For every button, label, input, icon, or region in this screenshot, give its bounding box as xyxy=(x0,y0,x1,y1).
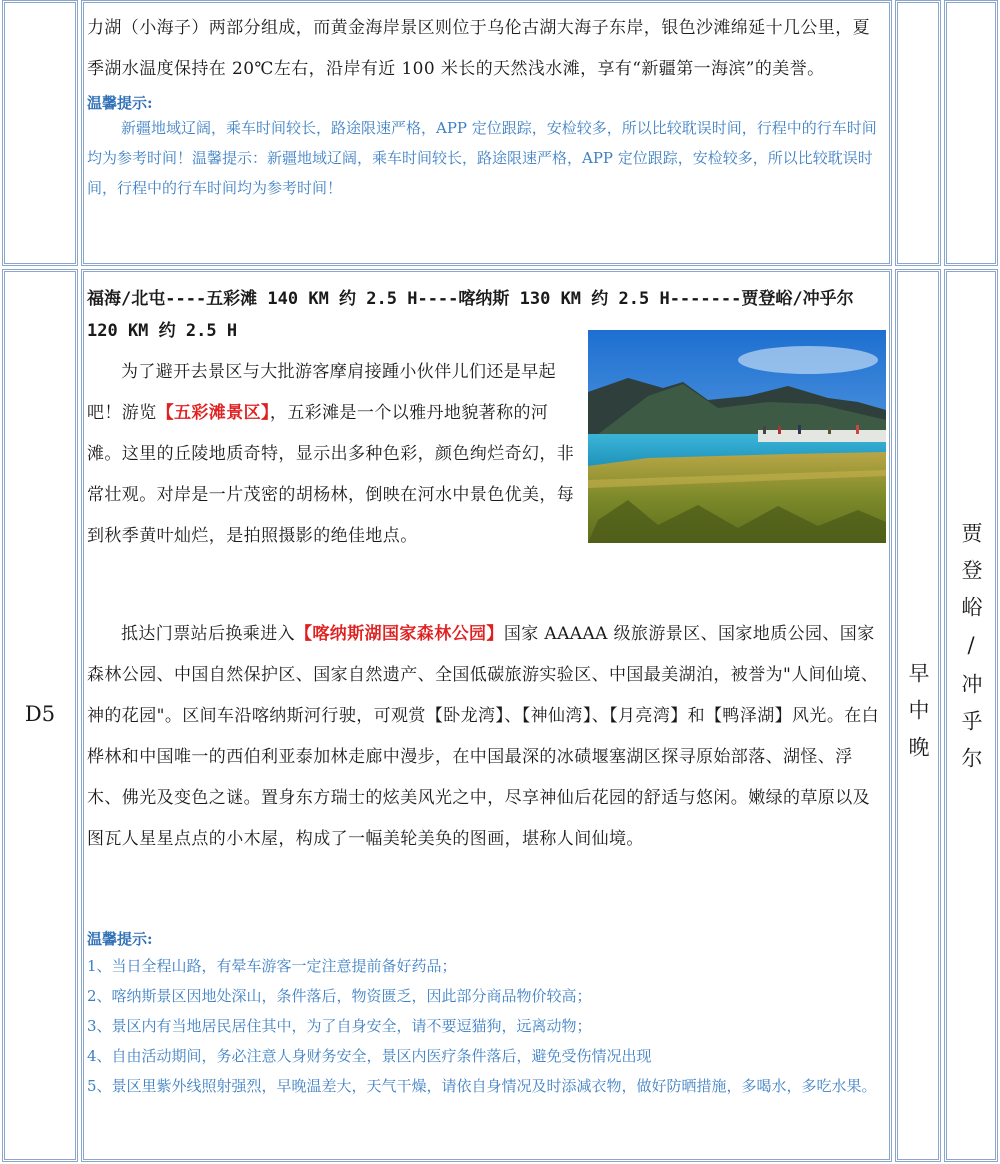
wucaitan-section xyxy=(87,352,583,557)
d5-tips xyxy=(87,928,887,1101)
stay-cell-prev xyxy=(944,0,998,266)
tip-text: 新疆地域辽阔，乘车时间较长，路途限速严格，APP 定位跟踪，安检较多，所以比较耽误时间，行程中的行车时间均为参考时间！温馨提示：新疆地域辽阔，乘车时间较长，路途限速严格，APP 定位跟踪，安检较多，所以比较耽误时间，行程中的行车时间均为参考时间！ xyxy=(87,119,877,197)
kanas-paragraph xyxy=(87,614,887,860)
kanas-section xyxy=(87,614,887,860)
tip-item: 2、喀纳斯景区因地处深山，条件落后，物资匮乏，因此部分商品物价较高； xyxy=(87,987,592,1005)
tip-list xyxy=(87,951,887,1101)
route-line: 福海/北屯----五彩滩 140 KM 约 2.5 H----喀纳斯 130 KM 约 2.5 H-------贾登峪/冲乎尔 120 KM 约 2.5 H xyxy=(87,289,854,341)
day-label: D5 xyxy=(24,702,56,726)
meals-label-wrap xyxy=(895,637,941,797)
wucaitan-highlight: 【五彩滩景区】 xyxy=(156,403,270,423)
kanas-highlight: 【喀纳斯湖国家森林公园】 xyxy=(295,624,504,644)
meals-label: 早中晚 xyxy=(906,661,930,773)
day-cell-prev xyxy=(2,0,78,266)
tip-item: 1、当日全程山路，有晕车游客一定注意提前备好药品； xyxy=(87,957,457,975)
lake-image xyxy=(588,330,886,543)
p1-after: ，五彩滩是一个以雅丹地貌著称的河滩。这里的丘陵地质奇特，显示出多种色彩，颜色绚烂奇幻，非常壮观。对岸是一片茂密的胡杨林，倒映在河水中景色优美，每到秋季黄叶灿烂，是拍照摄影的绝佳地点。 xyxy=(87,403,575,546)
tip-title-d5: 温馨提示: xyxy=(87,930,153,948)
wucaitan-paragraph xyxy=(87,352,583,557)
p2-after: 国家 AAAAA 级旅游景区、国家地质公园、国家森林公园、中国自然保护区、国家自然遗产、全国低碳旅游实验区、中国最美湖泊，被誉为"人间仙境、神的花园"。区间车沿喀纳斯河行驶，可观赏【卧龙湾】、【神仙湾】、【月亮湾】和【鸭泽湖】风光。在白桦林和中国唯一的西伯利亚泰加林走廊中漫步，在中国最深的冰碛堰塞湖区探寻原始部落、湖怪、浮木、佛光及变色之谜。置身东方瑞士的炫美风光之中，尽享神仙后花园的舒适与悠闲。嫩绿的草原以及图瓦人星星点点的小木屋，构成了一幅美轮美奂的图画，堪称人间仙境。 xyxy=(87,624,880,849)
p2-before: 抵达门票站后换乘进入 xyxy=(121,624,295,644)
prev-day-content xyxy=(87,8,887,203)
tip-item: 4、自由活动期间，务必注意人身财务安全，景区内医疗条件落后，避免受伤情况出现 xyxy=(87,1047,652,1065)
kanas-lake-photo xyxy=(588,330,886,543)
p1-before: 为了避开去景区与大批游客摩肩接踵小伙伴儿们还是早起吧！游览 xyxy=(87,362,556,423)
meals-cell-prev xyxy=(895,0,941,266)
lake-description: 力湖（小海子）两部分组成，而黄金海岸景区则位于乌伦古湖大海子东岸，银色沙滩绵延十几公里，夏季湖水温度保持在 20℃左右，沿岸有近 100 米长的天然浅水滩，享有“新疆第一海滨”的美誉。 xyxy=(87,18,870,79)
tip-item: 3、景区内有当地居民居住其中，为了自身安全，请不要逗猫狗，远离动物； xyxy=(87,1017,592,1035)
stay-label-wrap xyxy=(944,522,998,922)
tip-title: 温馨提示: xyxy=(87,94,153,112)
tip-item: 5、景区里紫外线照射强烈，早晚温差大，天气干燥，请依自身情况及时添减衣物，做好防晒措施，多喝水，多吃水果。 xyxy=(87,1077,877,1095)
stay-label: 贾登峪/冲乎尔 xyxy=(959,522,983,784)
d5-content xyxy=(87,283,887,347)
